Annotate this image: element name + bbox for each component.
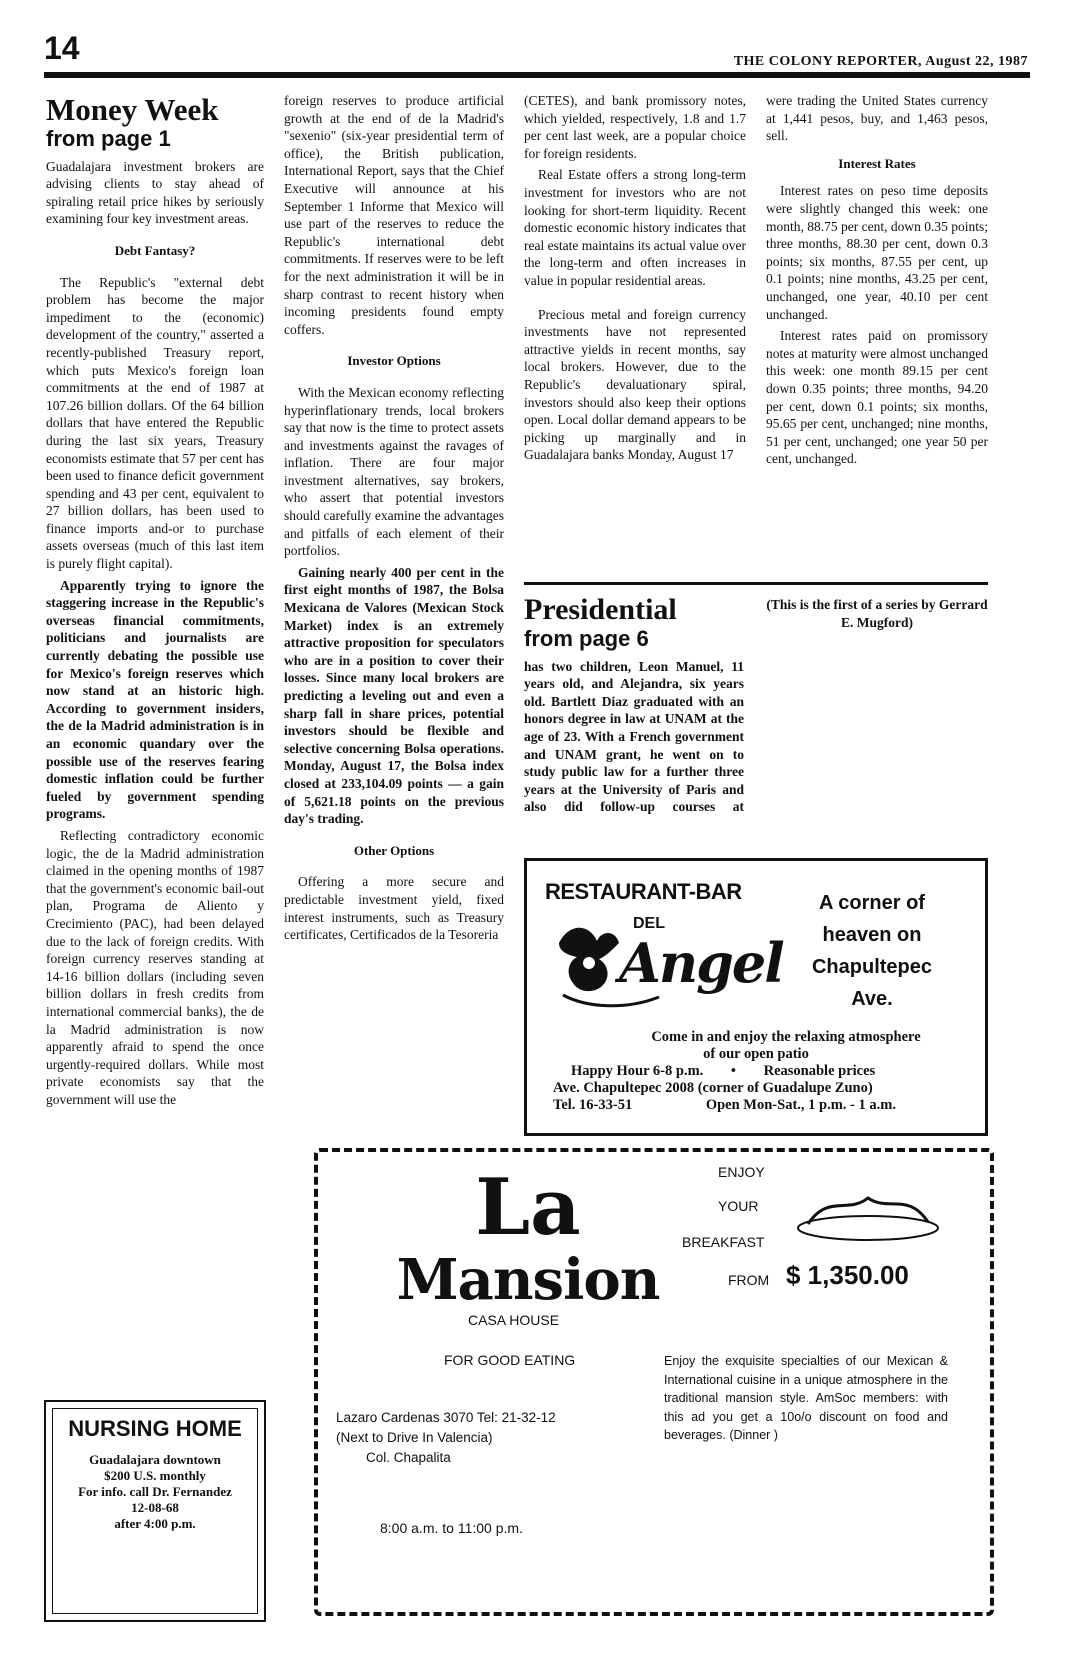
angel-details: [537, 1029, 975, 1114]
nursing-home-details: [46, 1452, 264, 1532]
tagline-line: Ave.: [851, 988, 893, 1010]
nursing-line: after 4:00 p.m.: [114, 1516, 196, 1531]
casa-house: CASA HOUSE: [468, 1312, 560, 1328]
restaurant-angel-ad: [524, 858, 988, 1136]
column-4: [766, 92, 988, 472]
nursing-line: $200 U.S. monthly: [104, 1468, 206, 1483]
paragraph: were trading the United States currency at 1,441 pesos, buy, and 1,463 pesos, sell.: [766, 93, 988, 144]
angel-line: Come in and enjoy the relaxing atmosphere: [651, 1029, 921, 1045]
angel-script: Angel: [619, 931, 783, 995]
angel-logo: [549, 913, 783, 1013]
prices: Reasonable prices: [763, 1063, 876, 1079]
paragraph: Interest rates paid on promissory notes at maturity were almost unchanged this week: one month 89.15 per cent down 0.35 points; three months, 94.20 per cent, down 0.1 points; six months, 95.65 per cent, unchanged; nine months, 51 per cent, unchanged; one year 50 per cent, unchanged.: [766, 328, 988, 467]
paragraph: Real Estate offers a strong long-term investment for investors who are not looking for short-term liquidity. Recent domestic economic history indicates that real estate maintains its actual value over the long-term and often increases in value in popular residential areas.: [524, 167, 746, 288]
la-text: La: [475, 1162, 581, 1253]
angel-line: of our open patio: [703, 1046, 809, 1062]
angel-tagline: [777, 887, 967, 1015]
angel-row: [537, 1097, 975, 1114]
presidential-headline: Presidential: [524, 593, 677, 626]
breakfast-price: $ 1,350.00: [786, 1260, 909, 1290]
angel-tel: Tel. 16-33-51: [553, 1097, 633, 1113]
del-label: DEL: [633, 915, 665, 932]
column-1: [46, 92, 264, 1112]
happy-hour: Happy Hour 6-8 p.m.: [571, 1063, 704, 1079]
paragraph: The Republic's "external debt problem has become the major impediment to the (economic) development of the country," asserted a recently-published Treasury report, which puts Mexico's foreign loan commitments at the end of 1987 at 107.26 billion dollars. Of the 64 billion dollars that have entered the Republic during the last six years, Treasury economists estimate that 57 per cent has been used to finance deficit government spending and 43 per cent, equivalent to 27 billion dollars, has been used to finance imports and-or to purchase assets overseas (much of this last item is purely flight capital).: [46, 274, 264, 572]
breakfast-label: BREAKFAST: [682, 1234, 765, 1250]
paragraph: Gaining nearly 400 per cent in the first eight months of 1987, the Bolsa Mexicana de Valores (Mexican Stock Market) index is an extremely attractive proposition for speculators who are in a position to cover their losses. Since many local brokers are predicting a leveling out and even a sharp fall in share prices, potential investors should be flexible and selective concerning Bolsa operations. Monday, August 17, the Bolsa index closed at 233,104.09 points — a gain of 5,621.18 points on the previous day's trading.: [284, 564, 504, 827]
angel-address: Ave. Chapultepec 2008 (corner of Guadalupe Zuno): [553, 1080, 873, 1096]
address-line: (Next to Drive In Valencia): [336, 1430, 493, 1445]
tagline-line: Chapultepec: [811, 956, 933, 978]
section-title-other-options: Other Options: [353, 842, 435, 858]
column-2: [284, 92, 504, 948]
paragraph: Reflecting contradictory economic logic, the de la Madrid administration claimed in the opening months of 1987 that the government's economic bail-out plan, Programa de Aliento y Crecimiento (PAC), had been delayed due to the lack of foreign credits. With foreign currency reserves standing at 14-16 billion dollars (including seven billion dollars in fresh credits from international commercial banks), the de la Madrid administration is now apparently afraid to spend the once urgently-required dollars. While most private economists say that the government will use the: [46, 827, 264, 1107]
mansion-hours: 8:00 a.m. to 11:00 p.m.: [380, 1520, 523, 1536]
mansion-text: Mansion: [396, 1247, 660, 1313]
your-label: YOUR: [718, 1198, 759, 1214]
restaurant-title: RESTAURANT-BAR: [545, 879, 742, 904]
presidential-byline: (This is the first of a series by Gerrard E. Mugford): [766, 597, 988, 630]
breakfast-dish-icon: [788, 1184, 948, 1244]
paragraph: Precious metal and foreign currency investments have not represented attractive yields in recent months, say local brokers. However, due to the Republic's devaluationary spiral, investors should also keep their options open. Local dollar demand appears to be picking up marginally and in Guadalajara banks Monday, August 17: [524, 306, 746, 463]
nursing-line: 12-08-68: [131, 1500, 179, 1515]
intro-paragraph: Guadalajara investment brokers are advising clients to stay ahead of spiraling retail price hikes by seriously examining four key investment areas.: [46, 158, 264, 227]
section-title-interest-rates: Interest Rates: [838, 155, 916, 171]
tagline-line: A corner of: [819, 892, 925, 914]
mansion-address: [336, 1408, 556, 1468]
paragraph: Interest rates on peso time deposits were slightly changed this week: one month, 88.75 per cent, down 0.35 points; three months, 88.30 per cent, down 0.3 points; six months, 87.55 per cent, up 0.1 points; nine months, 43.25 per cent, unchanged, one year, 40.10 per cent unchanged.: [766, 183, 988, 322]
angel-row: [537, 1063, 975, 1080]
column-3: [524, 92, 746, 468]
section-title-investor-options: Investor Options: [347, 353, 441, 369]
masthead: THE COLONY REPORTER, August 22, 1987: [733, 54, 1028, 69]
separator-rule: [524, 582, 988, 585]
address-line: Lazaro Cardenas 3070 Tel: 21-32-12: [336, 1410, 556, 1425]
paragraph: Apparently trying to ignore the staggering increase in the Republic's overseas financial commitments, politicians and journalists are currently debating the possible use for Mexico's foreign reserves which now stand at an historic high. According to government insiders, the de la Madrid administration is in an economic quandary over the possible use of the reserves fearing domestic inflation could be further fueled by government spending programs.: [46, 577, 264, 822]
good-eating: FOR GOOD EATING: [444, 1352, 576, 1368]
page-number: 14: [44, 30, 80, 66]
la-mansion-logo: [368, 1162, 688, 1313]
tagline-line: heaven on: [822, 924, 922, 946]
paragraph: With the Mexican economy reflecting hyperinflationary trends, local brokers say that now is the time to protect assets and investments against the ravages of inflation. There are four major investment alternatives, say brokers, who assert that potential investors should carefully examine the advantages and pitfalls of each element of their portfolios.: [284, 384, 504, 559]
angel-hours: Open Mon-Sat., 1 p.m. - 1 a.m.: [705, 1097, 896, 1113]
presidential-col-b: [766, 592, 988, 635]
paragraph: foreign reserves to produce artificial growth at the end of de la Madrid's "sexenio" (six-year presidential term of office), the British publication, International Report, says that the Chief Executive will announce at his September 1 Informe that Mexico will use part of the reserves to reduce the Republic's international debt commitments. If reserves were to be left for the next administration it will be in sharp contrast to recent history when incoming presidents found empty coffers.: [284, 93, 504, 337]
paragraph: (CETES), and bank promissory notes, which yielded, respectively, 1.8 and 1.7 per cent last week, are a popular choice for foreign residents.: [524, 93, 746, 161]
enjoy-label: ENJOY: [718, 1164, 765, 1180]
address-line: Col. Chapalita: [366, 1450, 451, 1465]
nursing-line: Guadalajara downtown: [89, 1452, 221, 1467]
nursing-home-ad: [44, 1400, 266, 1622]
header-rule: [44, 72, 1030, 78]
la-mansion-ad: [314, 1148, 994, 1616]
nursing-home-title: NURSING HOME: [68, 1416, 242, 1441]
section-title-debt: Debt Fantasy?: [114, 242, 196, 258]
presidential-col-a: [524, 592, 744, 822]
presidential-paragraph: has two children, Leon Manuel, 11 years old, and Alejandra, six years old. Bartlett Diaz graduated with an honors degree in law at UNAM at the age of 23. With a French government and UNAM grant, he went on to study public law for a further three years at the University of Paris and also did follow-up courses at: [524, 658, 744, 815]
bullet: •: [730, 1063, 736, 1079]
from-label: FROM: [728, 1272, 770, 1288]
money-week-subhead: from page 1: [46, 126, 171, 151]
paragraph: Offering a more secure and predictable investment yield, fixed interest instruments, such as Treasury certificates, Certificados de la Tesoreria: [284, 874, 504, 943]
nursing-line: For info. call Dr. Fernandez: [78, 1484, 232, 1499]
mansion-blurb: Enjoy the exquisite specialties of our Mexican & International cuisine in a unique atmosphere in the traditional mansion style. AmSoc members: with this ad you get a 10o/o discount on food and beverages. (Dinner ): [664, 1354, 948, 1442]
presidential-subhead: from page 6: [524, 626, 649, 651]
money-week-headline: Money Week: [46, 92, 219, 127]
